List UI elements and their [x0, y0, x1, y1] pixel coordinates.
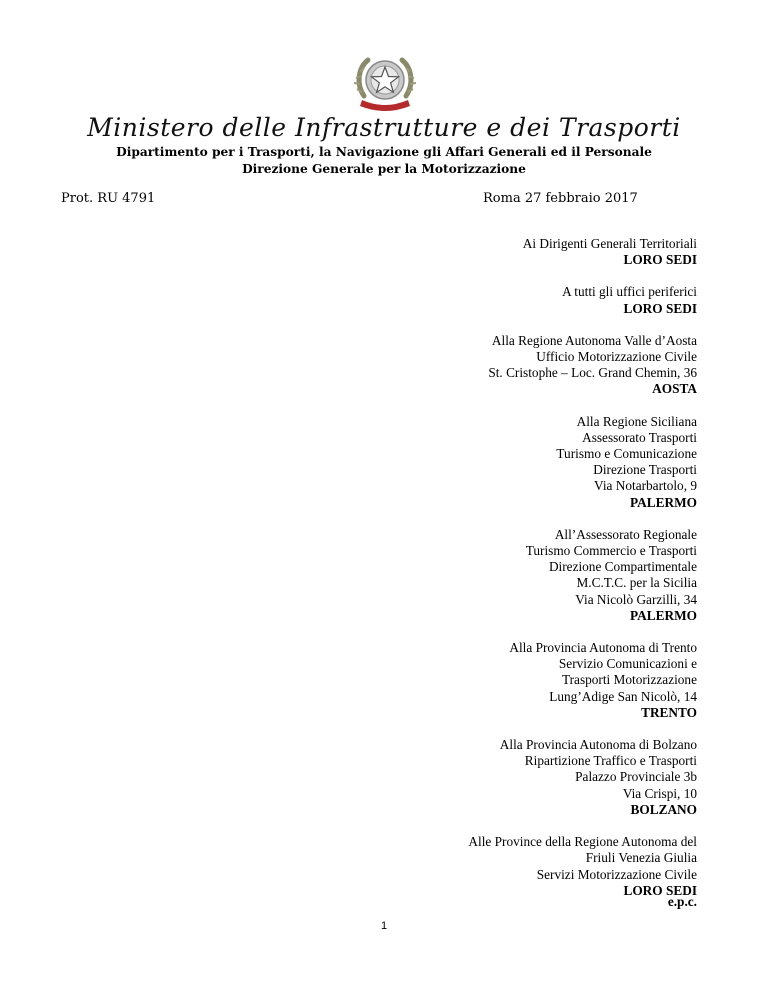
recipient-block	[277, 236, 697, 268]
page-number: 1	[380, 920, 388, 932]
recipient-line: M.C.T.C. per la Sicilia	[576, 575, 697, 591]
recipient-block	[277, 640, 697, 721]
place-date: Roma 27 febbraio 2017	[483, 191, 638, 206]
recipient-line: Alla Regione Autonoma Valle d’Aosta	[491, 332, 697, 348]
recipient-line: All’Assessorato Regionale	[554, 526, 697, 542]
recipient-line: Ai Dirigenti Generali Territoriali	[522, 236, 697, 251]
recipient-line: Alla Provincia Autonoma di Bolzano	[499, 737, 697, 753]
recipient-block	[277, 414, 697, 511]
recipient-line: Alla Provincia Autonoma di Trento	[509, 640, 697, 656]
recipient-city: LORO SEDI	[623, 882, 697, 898]
republic-emblem-icon	[350, 48, 420, 118]
recipient-line: Servizio Comunicazioni e	[558, 656, 697, 672]
recipient-line: Turismo e Comunicazione	[556, 446, 697, 462]
recipient-block	[277, 333, 697, 398]
recipient-line: Turismo Commercio e Trasporti	[525, 543, 697, 559]
department-name: Dipartimento per i Trasporti, la Navigazione gli Affari Generali ed il Personale	[116, 145, 652, 159]
cc-label: e.p.c.	[667, 894, 697, 909]
recipient-city: AOSTA	[652, 381, 697, 397]
recipient-line: Direzione Compartimentale	[548, 559, 697, 575]
recipient-line: Via Crispi, 10	[622, 785, 697, 801]
recipient-line: Via Notarbartolo, 9	[594, 478, 697, 494]
recipient-line: Ripartizione Traffico e Trasporti	[524, 753, 697, 769]
ministry-title: Ministero delle Infrastrutture e dei Trasporti	[87, 113, 681, 142]
recipient-line: Lung’Adige San Nicolò, 14	[549, 688, 697, 704]
recipient-city: PALERMO	[630, 494, 697, 510]
recipient-line: Alla Regione Siciliana	[576, 413, 697, 429]
recipient-line: Ufficio Motorizzazione Civile	[536, 349, 697, 365]
recipient-line: Via Nicolò Garzilli, 34	[575, 591, 697, 607]
recipient-line: A tutti gli uffici periferici	[562, 284, 697, 300]
recipient-line: Servizi Motorizzazione Civile	[536, 866, 697, 882]
recipients-list	[277, 236, 697, 915]
recipient-line: St. Cristophe – Loc. Grand Chemin, 36	[488, 365, 697, 381]
direction-name: Direzione Generale per la Motorizzazione	[242, 162, 526, 176]
recipient-city: PALERMO	[630, 607, 697, 623]
protocol-number: Prot. RU 4791	[61, 191, 156, 206]
recipient-city: LORO SEDI	[623, 252, 697, 268]
recipient-line: Palazzo Provinciale 3b	[575, 769, 697, 785]
recipient-line: Direzione Trasporti	[593, 462, 697, 478]
recipient-city: LORO SEDI	[623, 300, 697, 316]
recipient-city: BOLZANO	[630, 801, 697, 817]
recipient-block	[277, 834, 697, 899]
recipient-line: Trasporti Motorizzazione	[561, 672, 697, 688]
recipient-city: TRENTO	[641, 704, 697, 720]
recipient-line: Alle Province della Regione Autonoma del	[468, 834, 697, 850]
recipient-block	[277, 527, 697, 624]
recipient-block	[277, 284, 697, 316]
recipient-line: Assessorato Trasporti	[582, 429, 697, 445]
recipient-line: Friuli Venezia Giulia	[585, 850, 697, 866]
recipient-block	[277, 737, 697, 818]
